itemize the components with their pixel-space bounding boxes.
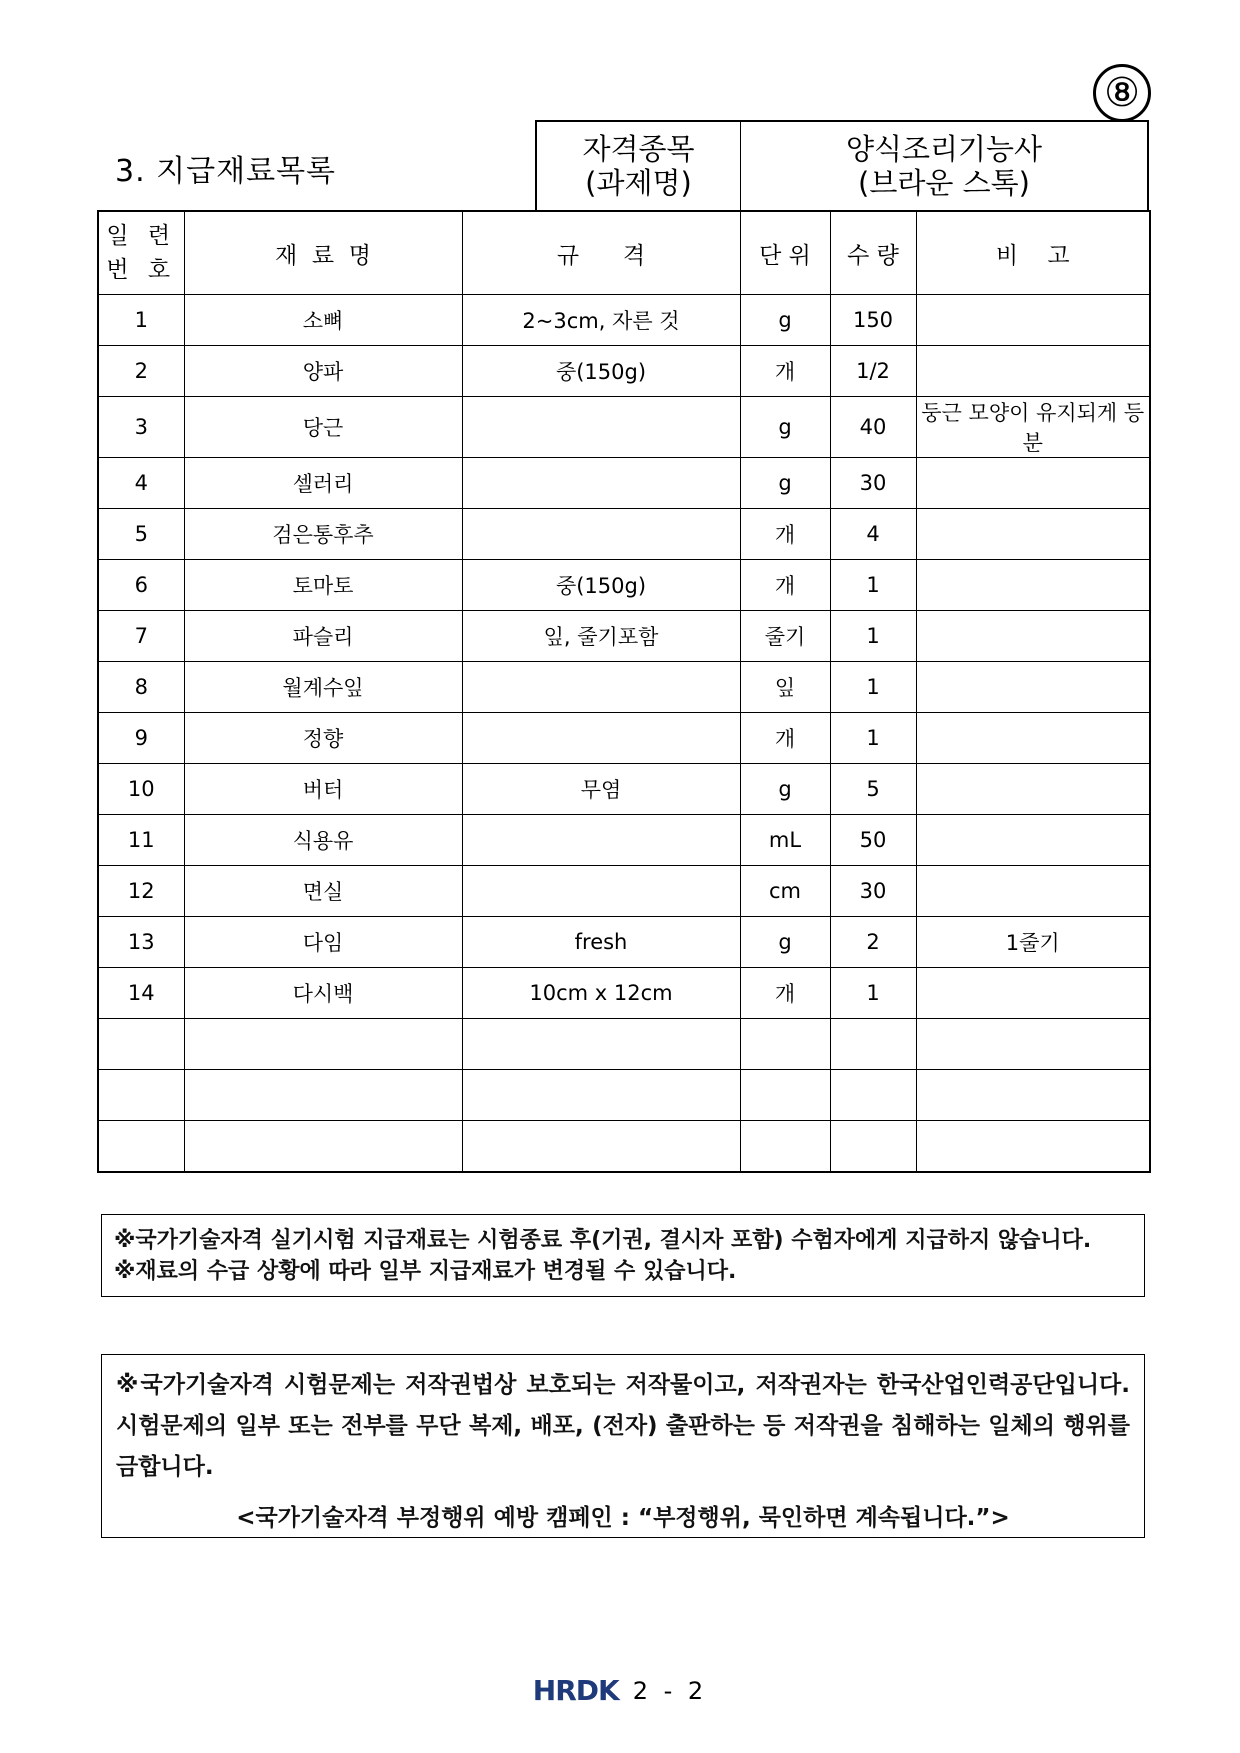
empty-cell	[98, 1121, 184, 1173]
serial-number: 10	[98, 764, 184, 815]
notice-line: ※국가기술자격 실기시험 지급재료는 시험종료 후(기권, 결시자 포함) 수험자에게 지급하지 않습니다.	[114, 1228, 1092, 1253]
table-row	[98, 560, 1150, 611]
header-note: 비 고	[916, 211, 1150, 295]
quantity: 50	[830, 815, 916, 866]
copyright-paragraph: ※국가기술자격 시험문제는 저작권법상 보호되는 저작물이고, 저작권자는 한국산업인력공단입니다. 시험문제의 일부 또는 전부를 무단 복제, 배포, (전자) 출판하는 등 저작권을 침해하는 일체의 행위를 금합니다.	[116, 1372, 1130, 1480]
serial-number: 6	[98, 560, 184, 611]
note	[916, 662, 1150, 713]
material-name: 토마토	[184, 560, 462, 611]
note	[916, 713, 1150, 764]
material-name: 소뼈	[184, 295, 462, 346]
quantity: 4	[830, 509, 916, 560]
table-row	[98, 713, 1150, 764]
header-quantity: 수 량	[830, 211, 916, 295]
empty-cell	[740, 1121, 830, 1173]
empty-cell	[462, 1121, 740, 1173]
note	[916, 815, 1150, 866]
serial-number: 3	[98, 397, 184, 458]
specification: 중(150g)	[462, 346, 740, 397]
task-name-value: (브라운 스톡)	[858, 166, 1030, 200]
header-serial	[98, 211, 184, 295]
note	[916, 509, 1150, 560]
note: 1줄기	[916, 917, 1150, 968]
empty-cell	[98, 1019, 184, 1070]
empty-cell	[916, 1121, 1150, 1173]
material-name: 다시백	[184, 968, 462, 1019]
note	[916, 764, 1150, 815]
material-name: 양파	[184, 346, 462, 397]
specification: 10cm x 12cm	[462, 968, 740, 1019]
hrdk-logo: HRDK	[532, 1674, 619, 1707]
empty-cell	[462, 1019, 740, 1070]
section-title: 3. 지급재료목록	[115, 154, 337, 189]
table-row	[98, 968, 1150, 1019]
quantity: 150	[830, 295, 916, 346]
empty-cell	[184, 1070, 462, 1121]
copyright-notice	[101, 1354, 1145, 1538]
unit: g	[740, 917, 830, 968]
empty-cell	[830, 1019, 916, 1070]
specification	[462, 866, 740, 917]
serial-number: 8	[98, 662, 184, 713]
unit: 개	[740, 346, 830, 397]
serial-number: 9	[98, 713, 184, 764]
empty-cell	[740, 1070, 830, 1121]
unit: 개	[740, 509, 830, 560]
quantity: 1	[830, 968, 916, 1019]
material-name: 다임	[184, 917, 462, 968]
campaign-slogan: <국가기술자격 부정행위 예방 캠페인 : “부정행위, 묵인하면 계속됩니다.”>	[236, 1505, 1010, 1531]
empty-cell	[740, 1019, 830, 1070]
table-header-row	[98, 211, 1150, 295]
empty-table-row	[98, 1070, 1150, 1121]
header-material-name: 재 료 명	[184, 211, 462, 295]
note	[916, 611, 1150, 662]
unit: cm	[740, 866, 830, 917]
material-name: 월계수잎	[184, 662, 462, 713]
empty-table-row	[98, 1019, 1150, 1070]
material-name: 당근	[184, 397, 462, 458]
serial-number: 5	[98, 509, 184, 560]
header-spec: 규 격	[462, 211, 740, 295]
material-name: 정향	[184, 713, 462, 764]
empty-cell	[184, 1121, 462, 1173]
quantity: 1	[830, 560, 916, 611]
header-unit: 단 위	[740, 211, 830, 295]
header-serial-line2: 번 호	[106, 257, 177, 283]
quantity: 40	[830, 397, 916, 458]
serial-number: 2	[98, 346, 184, 397]
serial-number: 11	[98, 815, 184, 866]
quantity: 1/2	[830, 346, 916, 397]
empty-cell	[830, 1121, 916, 1173]
material-name: 파슬리	[184, 611, 462, 662]
material-name: 버터	[184, 764, 462, 815]
quantity: 1	[830, 611, 916, 662]
empty-table-row	[98, 1121, 1150, 1173]
serial-number: 14	[98, 968, 184, 1019]
qualification-label: 자격종목	[582, 132, 695, 166]
specification: 잎, 줄기포함	[462, 611, 740, 662]
unit: g	[740, 295, 830, 346]
empty-cell	[830, 1070, 916, 1121]
page-footer	[0, 1674, 1240, 1707]
quantity: 2	[830, 917, 916, 968]
header-serial-line1: 일 련	[106, 223, 177, 249]
task-name-label: (과제명)	[585, 166, 692, 200]
unit: 줄기	[740, 611, 830, 662]
note	[916, 866, 1150, 917]
table-row	[98, 397, 1150, 458]
quantity: 30	[830, 458, 916, 509]
specification	[462, 662, 740, 713]
distribution-notice	[101, 1214, 1145, 1297]
table-row	[98, 611, 1150, 662]
qualification-label-box	[535, 120, 741, 210]
note	[916, 346, 1150, 397]
notice-line: ※재료의 수급 상황에 따라 일부 지급재료가 변경될 수 있습니다.	[114, 1259, 737, 1284]
quantity: 1	[830, 662, 916, 713]
unit: 개	[740, 968, 830, 1019]
material-name: 면실	[184, 866, 462, 917]
unit: 개	[740, 713, 830, 764]
table-row	[98, 458, 1150, 509]
specification	[462, 815, 740, 866]
specification: fresh	[462, 917, 740, 968]
specification: 중(150g)	[462, 560, 740, 611]
specification	[462, 458, 740, 509]
empty-cell	[462, 1070, 740, 1121]
table-row	[98, 509, 1150, 560]
note	[916, 295, 1150, 346]
empty-cell	[184, 1019, 462, 1070]
document-header	[97, 120, 1149, 210]
table-row	[98, 866, 1150, 917]
serial-number: 13	[98, 917, 184, 968]
empty-cell	[98, 1070, 184, 1121]
unit: g	[740, 764, 830, 815]
table-row	[98, 815, 1150, 866]
specification: 무염	[462, 764, 740, 815]
table-row	[98, 662, 1150, 713]
qualification-value-box	[741, 120, 1149, 210]
material-name: 검은통후추	[184, 509, 462, 560]
qualification-value: 양식조리기능사	[845, 132, 1043, 166]
material-name: 식용유	[184, 815, 462, 866]
empty-cell	[916, 1019, 1150, 1070]
table-row	[98, 764, 1150, 815]
unit: mL	[740, 815, 830, 866]
unit: 잎	[740, 662, 830, 713]
specification: 2~3cm, 자른 것	[462, 295, 740, 346]
note	[916, 560, 1150, 611]
note	[916, 968, 1150, 1019]
page-badge: ⑧	[1093, 64, 1151, 122]
quantity: 30	[830, 866, 916, 917]
table-row	[98, 917, 1150, 968]
empty-cell	[916, 1070, 1150, 1121]
serial-number: 4	[98, 458, 184, 509]
materials-table	[97, 210, 1151, 1173]
table-row	[98, 295, 1150, 346]
quantity: 1	[830, 713, 916, 764]
note: 둥근 모양이 유지되게 등분	[916, 397, 1150, 458]
material-name: 셀러리	[184, 458, 462, 509]
unit: g	[740, 397, 830, 458]
specification	[462, 509, 740, 560]
specification	[462, 397, 740, 458]
note	[916, 458, 1150, 509]
specification	[462, 713, 740, 764]
quantity: 5	[830, 764, 916, 815]
serial-number: 12	[98, 866, 184, 917]
serial-number: 7	[98, 611, 184, 662]
unit: 개	[740, 560, 830, 611]
table-row	[98, 346, 1150, 397]
page-number: 2 - 2	[632, 1676, 708, 1705]
serial-number: 1	[98, 295, 184, 346]
unit: g	[740, 458, 830, 509]
